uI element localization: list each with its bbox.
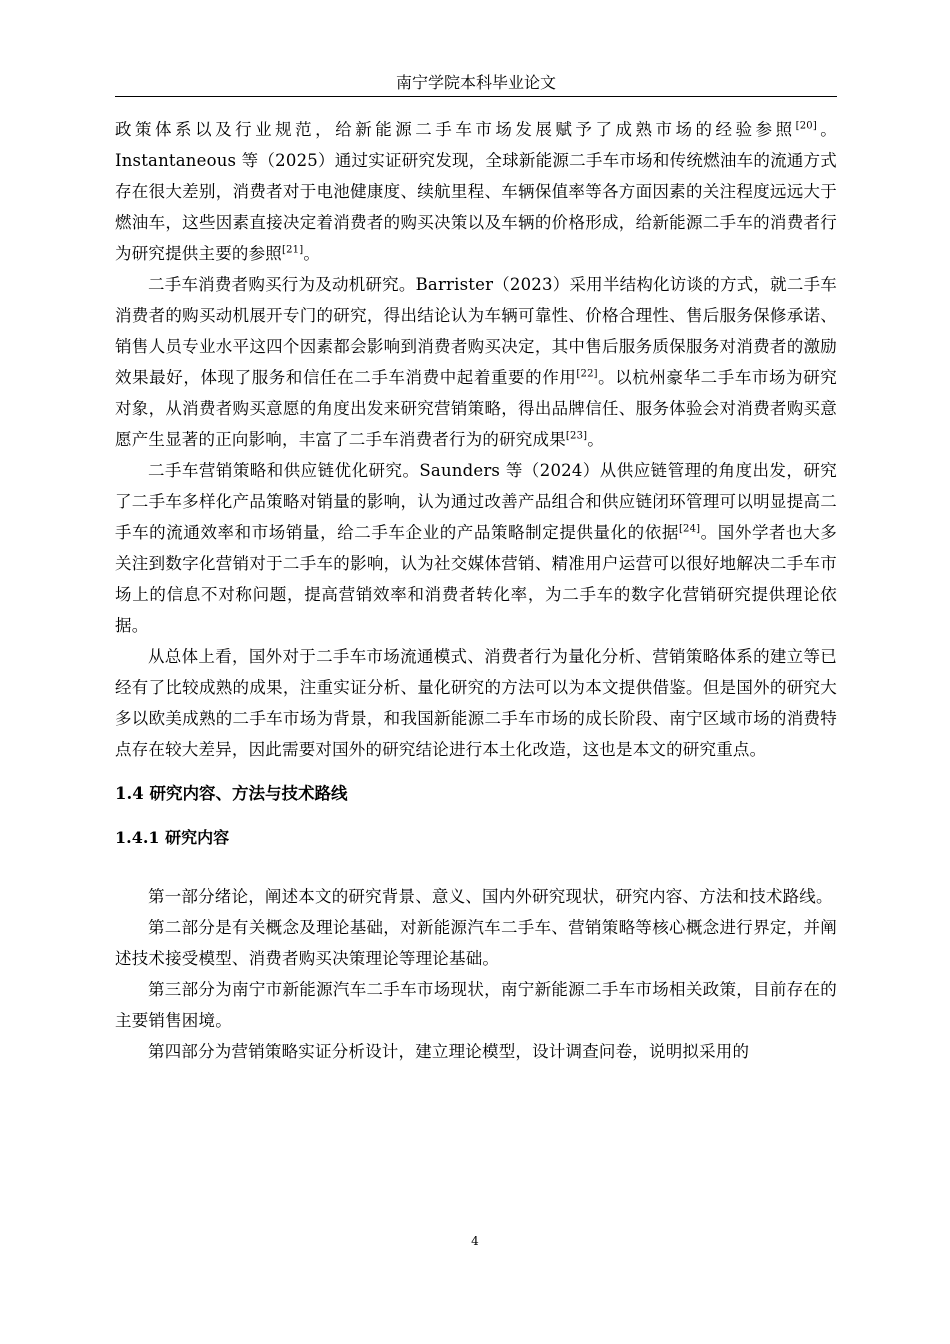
- page-number: 4: [471, 1234, 479, 1248]
- content-paragraph: 第四部分为营销策略实证分析设计，建立理论模型，设计调查问卷，说明拟采用的: [148, 1042, 750, 1061]
- body-paragraph: 政策体系以及行业规范，给新能源二手车市场发展赋予了成熟市场的经验参照[20]。Instantaneous 等（2025）通过实证研究发现，全球新能源二手车市场和传统燃油车的流通方式存在很大差别，消费者对于电池健康度、续航里程、车辆保值率等各方面因素的关注程度远远大于燃油车，这些因素直接决定着消费者的购买决策以及车辆的价格形成，给新能源二手车的消费者行为研究提供主要的参照[21]。: [115, 120, 837, 263]
- header-rule: [115, 96, 837, 97]
- citation: [23]: [565, 430, 588, 442]
- content-paragraph: 第一部分绪论，阐述本文的研究背景、意义、国内外研究现状，研究内容、方法和技术路线。: [148, 887, 833, 906]
- section-heading: 1.4 研究内容、方法与技术路线: [115, 784, 348, 803]
- page-body: [115, 114, 837, 1067]
- citation: [20]: [795, 120, 817, 132]
- citation: [21]: [282, 244, 304, 256]
- content-paragraph: 第二部分是有关概念及理论基础，对新能源汽车二手车、营销策略等核心概念进行界定，并阐述技术接受模型、消费者购买决策理论等理论基础。: [115, 918, 837, 968]
- content-paragraph: 第三部分为南宁市新能源汽车二手车市场现状，南宁新能源二手车市场相关政策，目前存在的主要销售困境。: [115, 980, 837, 1030]
- body-paragraph: 二手车营销策略和供应链优化研究。Saunders 等（2024）从供应链管理的角度出发，研究了二手车多样化产品策略对销量的影响，认为通过改善产品组合和供应链闭环管理可以明显提高二手车的流通效率和市场销量，给二手车企业的产品策略制定提供量化的依据[24]。国外学者也大多关注到数字化营销对于二手车的影响，认为社交媒体营销、精准用户运营可以很好地解决二手车市场上的信息不对称问题，提高营销效率和消费者转化率，为二手车的数字化营销研究提供理论依据。: [115, 461, 837, 635]
- running-header: 南宁学院本科毕业论文: [395, 73, 556, 92]
- citation: [22]: [576, 368, 598, 380]
- body-paragraph: 二手车消费者购买行为及动机研究。Barrister（2023）采用半结构化访谈的方式，就二手车消费者的购买动机展开专门的研究，得出结论认为车辆可靠性、价格合理性、售后服务保修承诺、销售人员专业水平这四个因素都会影响到消费者购买决定，其中售后服务质保服务对消费者的激励效果最好，体现了服务和信任在二手车消费中起着重要的作用[22]。以杭州豪华二手车市场为研究对象，从消费者购买意愿的角度出发来研究营销策略，得出品牌信任、服务体验会对消费者购买意愿产生显著的正向影响，丰富了二手车消费者行为的研究成果[23]。: [115, 275, 837, 449]
- subsection-heading: 1.4.1 研究内容: [115, 828, 230, 847]
- citation: [24]: [678, 523, 701, 535]
- body-paragraph: 从总体上看，国外对于二手车市场流通模式、消费者行为量化分析、营销策略体系的建立等已经有了比较成熟的成果，注重实证分析、量化研究的方法可以为本文提供借鉴。但是国外的研究大多以欧美成熟的二手车市场为背景，和我国新能源二手车市场的成长阶段、南宁区域市场的消费特点存在较大差异，因此需要对国外的研究结论进行本土化改造，这也是本文的研究重点。: [115, 647, 837, 759]
